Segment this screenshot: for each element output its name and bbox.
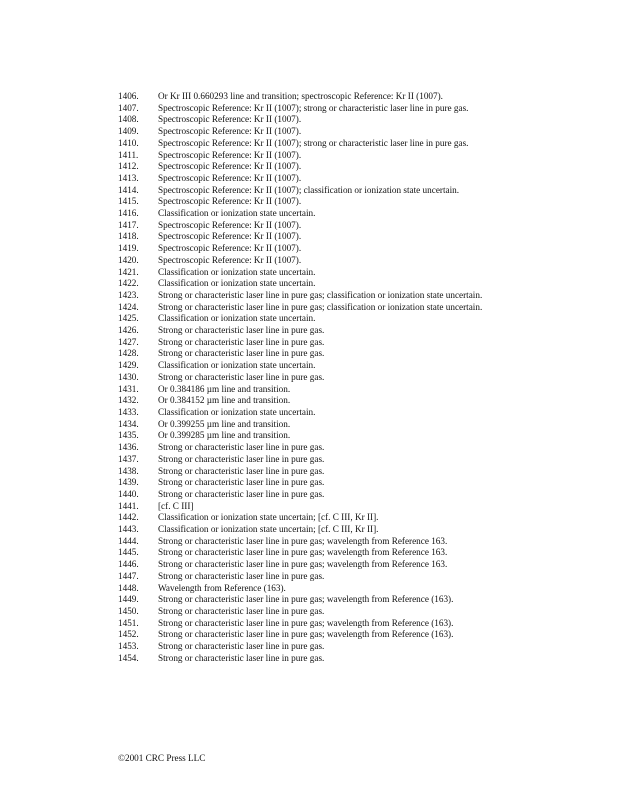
note-item <box>118 103 501 115</box>
note-number: 1443. <box>118 524 139 535</box>
note-item <box>118 372 501 384</box>
note-text: Or 0.399255 µm line and transition. <box>158 418 291 429</box>
note-item <box>118 442 501 454</box>
note-text: Strong or characteristic laser line in pure gas. <box>158 570 325 581</box>
note-text: Spectroscopic Reference: Kr II (1007). <box>158 219 302 230</box>
note-item <box>118 220 501 232</box>
note-text: Strong or characteristic laser line in pure gas. <box>158 348 325 359</box>
note-text: Spectroscopic Reference: Kr II (1007); classification or ionization state uncertain. <box>158 184 460 195</box>
note-item <box>118 348 501 360</box>
note-item <box>118 477 501 489</box>
note-text: Classification or ionization state uncertain. <box>158 406 316 417</box>
note-text: Strong or characteristic laser line in pure gas; classification or ionization state uncertain. <box>158 301 483 312</box>
note-text: Spectroscopic Reference: Kr II (1007). <box>158 126 302 137</box>
note-item <box>118 524 501 536</box>
note-text: Strong or characteristic laser line in pure gas; wavelength from Reference (163). <box>158 629 454 640</box>
note-text: Classification or ionization state uncertain. <box>158 208 316 219</box>
note-item <box>118 419 501 431</box>
note-item <box>118 255 501 267</box>
note-item <box>118 571 501 583</box>
note-item <box>118 290 501 302</box>
notes-list <box>118 91 501 664</box>
note-text: Strong or characteristic laser line in pure gas. <box>158 371 325 382</box>
note-text: Or 0.384186 µm line and transition. <box>158 383 291 394</box>
note-number: 1428. <box>118 348 139 359</box>
note-number: 1424. <box>118 301 139 312</box>
note-item <box>118 243 501 255</box>
note-number: 1420. <box>118 254 139 265</box>
note-number: 1448. <box>118 582 139 593</box>
note-number: 1423. <box>118 289 139 300</box>
note-number: 1431. <box>118 383 139 394</box>
note-text: Spectroscopic Reference: Kr II (1007). <box>158 161 302 172</box>
note-number: 1427. <box>118 336 139 347</box>
note-number: 1408. <box>118 114 139 125</box>
note-item <box>118 173 501 185</box>
note-text: Classification or ionization state uncertain; [cf. C III, Kr II]. <box>158 512 379 523</box>
note-text: Classification or ionization state uncertain. <box>158 360 316 371</box>
note-text: Strong or characteristic laser line in pure gas. <box>158 465 325 476</box>
note-text: Strong or characteristic laser line in pure gas. <box>158 453 325 464</box>
note-number: 1450. <box>118 605 139 616</box>
note-number: 1407. <box>118 102 139 113</box>
note-item <box>118 641 501 653</box>
note-number: 1412. <box>118 161 139 172</box>
note-item <box>118 325 501 337</box>
note-item <box>118 161 501 173</box>
note-number: 1447. <box>118 570 139 581</box>
note-item <box>118 547 501 559</box>
note-number: 1418. <box>118 231 139 242</box>
note-text: Strong or characteristic laser line in pure gas; classification or ionization state uncertain. <box>158 289 483 300</box>
note-item <box>118 267 501 279</box>
note-number: 1419. <box>118 243 139 254</box>
note-item <box>118 606 501 618</box>
note-number: 1440. <box>118 488 139 499</box>
note-text: Strong or characteristic laser line in pure gas; wavelength from Reference 163. <box>158 535 448 546</box>
note-item <box>118 302 501 314</box>
note-number: 1417. <box>118 219 139 230</box>
note-item <box>118 466 501 478</box>
note-text: Spectroscopic Reference: Kr II (1007). <box>158 254 302 265</box>
note-text: Spectroscopic Reference: Kr II (1007); strong or characteristic laser line in pure gas. <box>158 102 469 113</box>
note-item <box>118 150 501 162</box>
note-item <box>118 114 501 126</box>
note-number: 1425. <box>118 313 139 324</box>
note-number: 1426. <box>118 325 139 336</box>
note-text: Strong or characteristic laser line in pure gas; wavelength from Reference (163). <box>158 594 454 605</box>
note-item <box>118 185 501 197</box>
note-text: Strong or characteristic laser line in pure gas. <box>158 442 325 453</box>
note-number: 1439. <box>118 477 139 488</box>
note-item <box>118 208 501 220</box>
note-item <box>118 629 501 641</box>
note-number: 1435. <box>118 430 139 441</box>
note-number: 1434. <box>118 418 139 429</box>
note-text: Classification or ionization state uncertain. <box>158 313 316 324</box>
note-item <box>118 559 501 571</box>
note-text: Strong or characteristic laser line in pure gas. <box>158 336 325 347</box>
note-text: Strong or characteristic laser line in pure gas. <box>158 641 325 652</box>
note-number: 1410. <box>118 137 139 148</box>
note-number: 1438. <box>118 465 139 476</box>
note-number: 1413. <box>118 172 139 183</box>
note-item <box>118 337 501 349</box>
note-text: Classification or ionization state uncertain. <box>158 278 316 289</box>
note-number: 1454. <box>118 652 139 663</box>
note-text: Spectroscopic Reference: Kr II (1007). <box>158 114 302 125</box>
note-text: Strong or characteristic laser line in pure gas. <box>158 325 325 336</box>
note-item <box>118 653 501 665</box>
note-text: [cf. C III] <box>158 500 194 511</box>
note-text: Or 0.399285 µm line and transition. <box>158 430 291 441</box>
note-item <box>118 536 501 548</box>
note-number: 1446. <box>118 559 139 570</box>
note-item <box>118 512 501 524</box>
note-item <box>118 583 501 595</box>
note-number: 1416. <box>118 208 139 219</box>
note-number: 1430. <box>118 371 139 382</box>
note-number: 1437. <box>118 453 139 464</box>
note-item <box>118 360 501 372</box>
note-item <box>118 196 501 208</box>
note-number: 1415. <box>118 196 139 207</box>
note-number: 1414. <box>118 184 139 195</box>
note-number: 1429. <box>118 360 139 371</box>
note-text: Strong or characteristic laser line in pure gas. <box>158 652 325 663</box>
note-item <box>118 313 501 325</box>
note-number: 1406. <box>118 91 139 101</box>
note-item <box>118 278 501 290</box>
note-text: Spectroscopic Reference: Kr II (1007). <box>158 172 302 183</box>
note-item <box>118 395 501 407</box>
note-text: Spectroscopic Reference: Kr II (1007). <box>158 149 302 160</box>
note-item <box>118 91 501 103</box>
note-item <box>118 430 501 442</box>
note-item <box>118 384 501 396</box>
note-text: Strong or characteristic laser line in pure gas; wavelength from Reference 163. <box>158 559 448 570</box>
note-text: Classification or ionization state uncertain; [cf. C III, Kr II]. <box>158 524 379 535</box>
note-number: 1441. <box>118 500 139 511</box>
note-text: Classification or ionization state uncertain. <box>158 266 316 277</box>
note-number: 1449. <box>118 594 139 605</box>
note-item <box>118 618 501 630</box>
note-item <box>118 407 501 419</box>
note-number: 1433. <box>118 406 139 417</box>
note-text: Spectroscopic Reference: Kr II (1007). <box>158 243 302 254</box>
note-number: 1445. <box>118 547 139 558</box>
copyright-footer: ©2001 CRC Press LLC <box>118 753 206 763</box>
note-item <box>118 501 501 513</box>
note-item <box>118 126 501 138</box>
note-text: Spectroscopic Reference: Kr II (1007); strong or characteristic laser line in pure gas. <box>158 137 469 148</box>
note-item <box>118 489 501 501</box>
note-item <box>118 231 501 243</box>
note-number: 1409. <box>118 126 139 137</box>
note-number: 1432. <box>118 395 139 406</box>
note-number: 1421. <box>118 266 139 277</box>
note-number: 1411. <box>118 149 139 160</box>
note-text: Strong or characteristic laser line in pure gas. <box>158 488 325 499</box>
note-text: Or Kr III 0.660293 line and transition; spectroscopic Reference: Kr II (1007). <box>158 91 443 101</box>
note-text: Strong or characteristic laser line in pure gas; wavelength from Reference (163). <box>158 617 454 628</box>
note-text: Spectroscopic Reference: Kr II (1007). <box>158 231 302 242</box>
note-text: Strong or characteristic laser line in pure gas; wavelength from Reference 163. <box>158 547 448 558</box>
note-text: Or 0.384152 µm line and transition. <box>158 395 291 406</box>
note-number: 1422. <box>118 278 139 289</box>
note-item <box>118 138 501 150</box>
note-text: Strong or characteristic laser line in pure gas. <box>158 605 325 616</box>
note-number: 1442. <box>118 512 139 523</box>
note-text: Strong or characteristic laser line in pure gas. <box>158 477 325 488</box>
note-number: 1453. <box>118 641 139 652</box>
note-item <box>118 454 501 466</box>
note-number: 1451. <box>118 617 139 628</box>
note-item <box>118 594 501 606</box>
note-text: Spectroscopic Reference: Kr II (1007). <box>158 196 302 207</box>
note-number: 1444. <box>118 535 139 546</box>
note-number: 1452. <box>118 629 139 640</box>
note-number: 1436. <box>118 442 139 453</box>
note-text: Wavelength from Reference (163). <box>158 582 286 593</box>
